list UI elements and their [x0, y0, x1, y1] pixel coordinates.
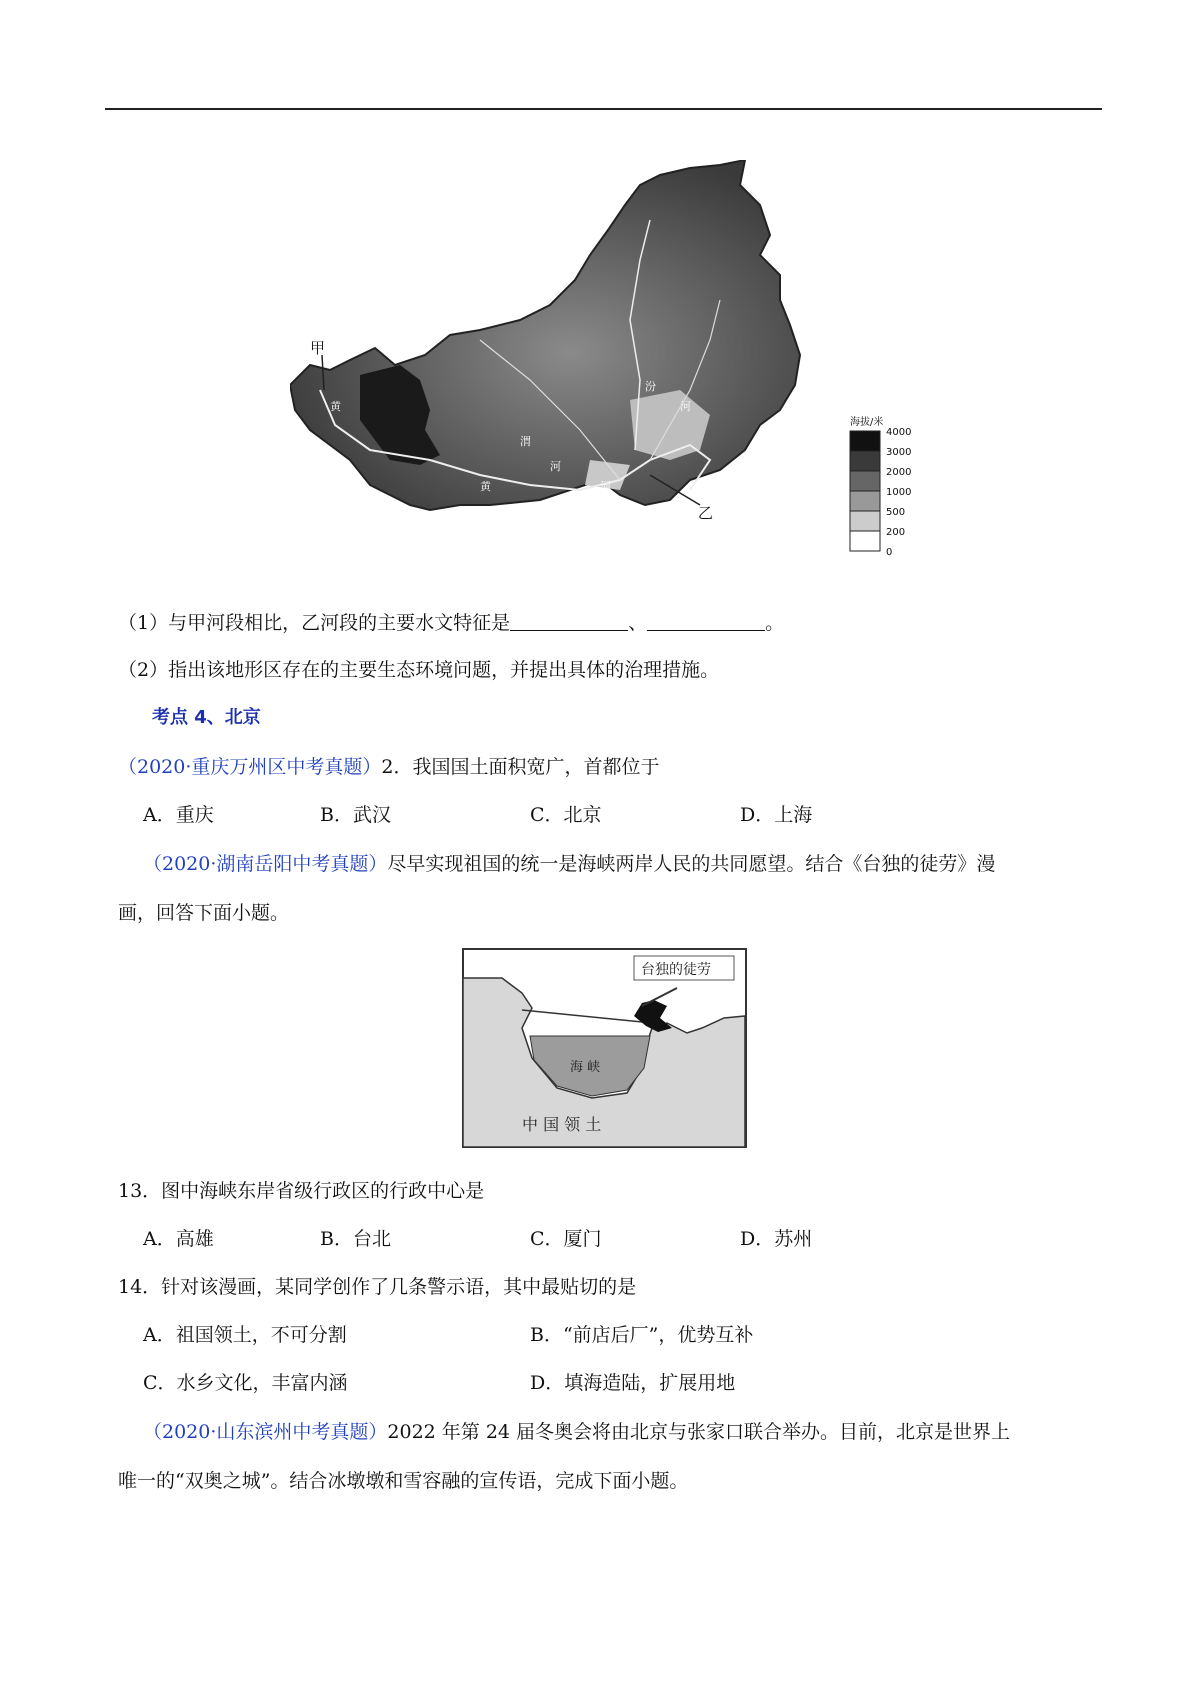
option-d[interactable]: D．上海 [740, 804, 813, 826]
option-b[interactable]: B．武汉 [320, 804, 391, 826]
answer-blank-2[interactable] [647, 611, 765, 631]
cartoon-land: 中 国 领 土 [522, 1115, 602, 1134]
q13-stem: 13．图中海峡东岸省级行政区的行政中心是 [118, 1180, 485, 1202]
option-a[interactable]: A．祖国领土，不可分割 [143, 1324, 347, 1346]
legend-level: 500 [886, 507, 906, 518]
legend-level: 2000 [886, 467, 912, 478]
label-yi: 乙 [698, 504, 714, 522]
taiwan-cartoon [462, 948, 747, 1148]
river-char: 河 [305, 440, 316, 453]
q2-line [118, 752, 660, 779]
cartoon-title: 台独的徒劳 [641, 962, 711, 978]
option-b[interactable]: B．“前店后厂”，优势互补 [530, 1324, 754, 1346]
group-intro-line2: 画，回答下面小题。 [118, 902, 290, 924]
group-intro-line2: 唯一的“双奥之城”。结合冰墩墩和雪容融的宣传语，完成下面小题。 [118, 1470, 689, 1492]
legend-level: 3000 [886, 447, 912, 458]
option-c[interactable]: C．厦门 [530, 1228, 602, 1250]
river-char: 河 [600, 480, 611, 493]
q1-sub1: （1）与甲河段相比，乙河段的主要水文特征是 、 。 [118, 612, 785, 634]
q14-stem: 14．针对该漫画，某同学创作了几条警示语，其中最贴切的是 [118, 1276, 637, 1298]
question-source: （2020·山东滨州中考真题） [143, 1421, 388, 1443]
question-source: （2020·湖南岳阳中考真题） [143, 853, 388, 875]
river-char: 河 [550, 460, 561, 473]
legend-level: 0 [886, 547, 893, 558]
river-char: 黄 [330, 400, 341, 413]
loess-plateau-map [290, 160, 930, 580]
legend-level: 4000 [886, 427, 912, 438]
option-c[interactable]: C．北京 [530, 804, 602, 826]
answer-blank-1[interactable] [510, 611, 628, 631]
option-b[interactable]: B．台北 [320, 1228, 391, 1250]
elevation-legend [850, 415, 911, 558]
legend-title: 海拔/米 [850, 417, 884, 428]
legend-level: 200 [886, 527, 906, 538]
label-jia: 甲 [310, 339, 326, 357]
legend-level: 1000 [886, 487, 912, 498]
section-title: 考点 4、北京 [152, 707, 261, 728]
option-d[interactable]: D．苏州 [740, 1228, 813, 1250]
cartoon-strait: 海 峡 [570, 1060, 601, 1075]
plateau-shape [290, 160, 800, 510]
option-a[interactable]: A．高雄 [143, 1228, 214, 1250]
river-char: 黄 [480, 480, 491, 493]
river-char: 汾 [645, 380, 656, 393]
river-char: 渭 [520, 435, 531, 448]
header-rule [105, 108, 1102, 110]
option-a[interactable]: A．重庆 [143, 804, 214, 826]
option-c[interactable]: C．水乡文化，丰富内涵 [143, 1372, 348, 1394]
question-source: （2020·重庆万州区中考真题） [118, 756, 382, 778]
group-intro-line1: （2020·湖南岳阳中考真题）尽早实现祖国的统一是海峡两岸人民的共同愿望。结合《台独的徒劳》漫 [143, 853, 996, 875]
river-char: 河 [680, 400, 691, 413]
question-stem: 2．我国国土面积宽广，首都位于 [381, 756, 660, 778]
group-intro-line1: （2020·山东滨州中考真题）2022 年第 24 届冬奥会将由北京与张家口联合举办。目前，北京是世界上 [143, 1421, 1011, 1443]
option-d[interactable]: D．填海造陆，扩展用地 [530, 1372, 736, 1394]
q1-sub2: （2）指出该地形区存在的主要生态环境问题，并提出具体的治理措施。 [118, 659, 720, 681]
